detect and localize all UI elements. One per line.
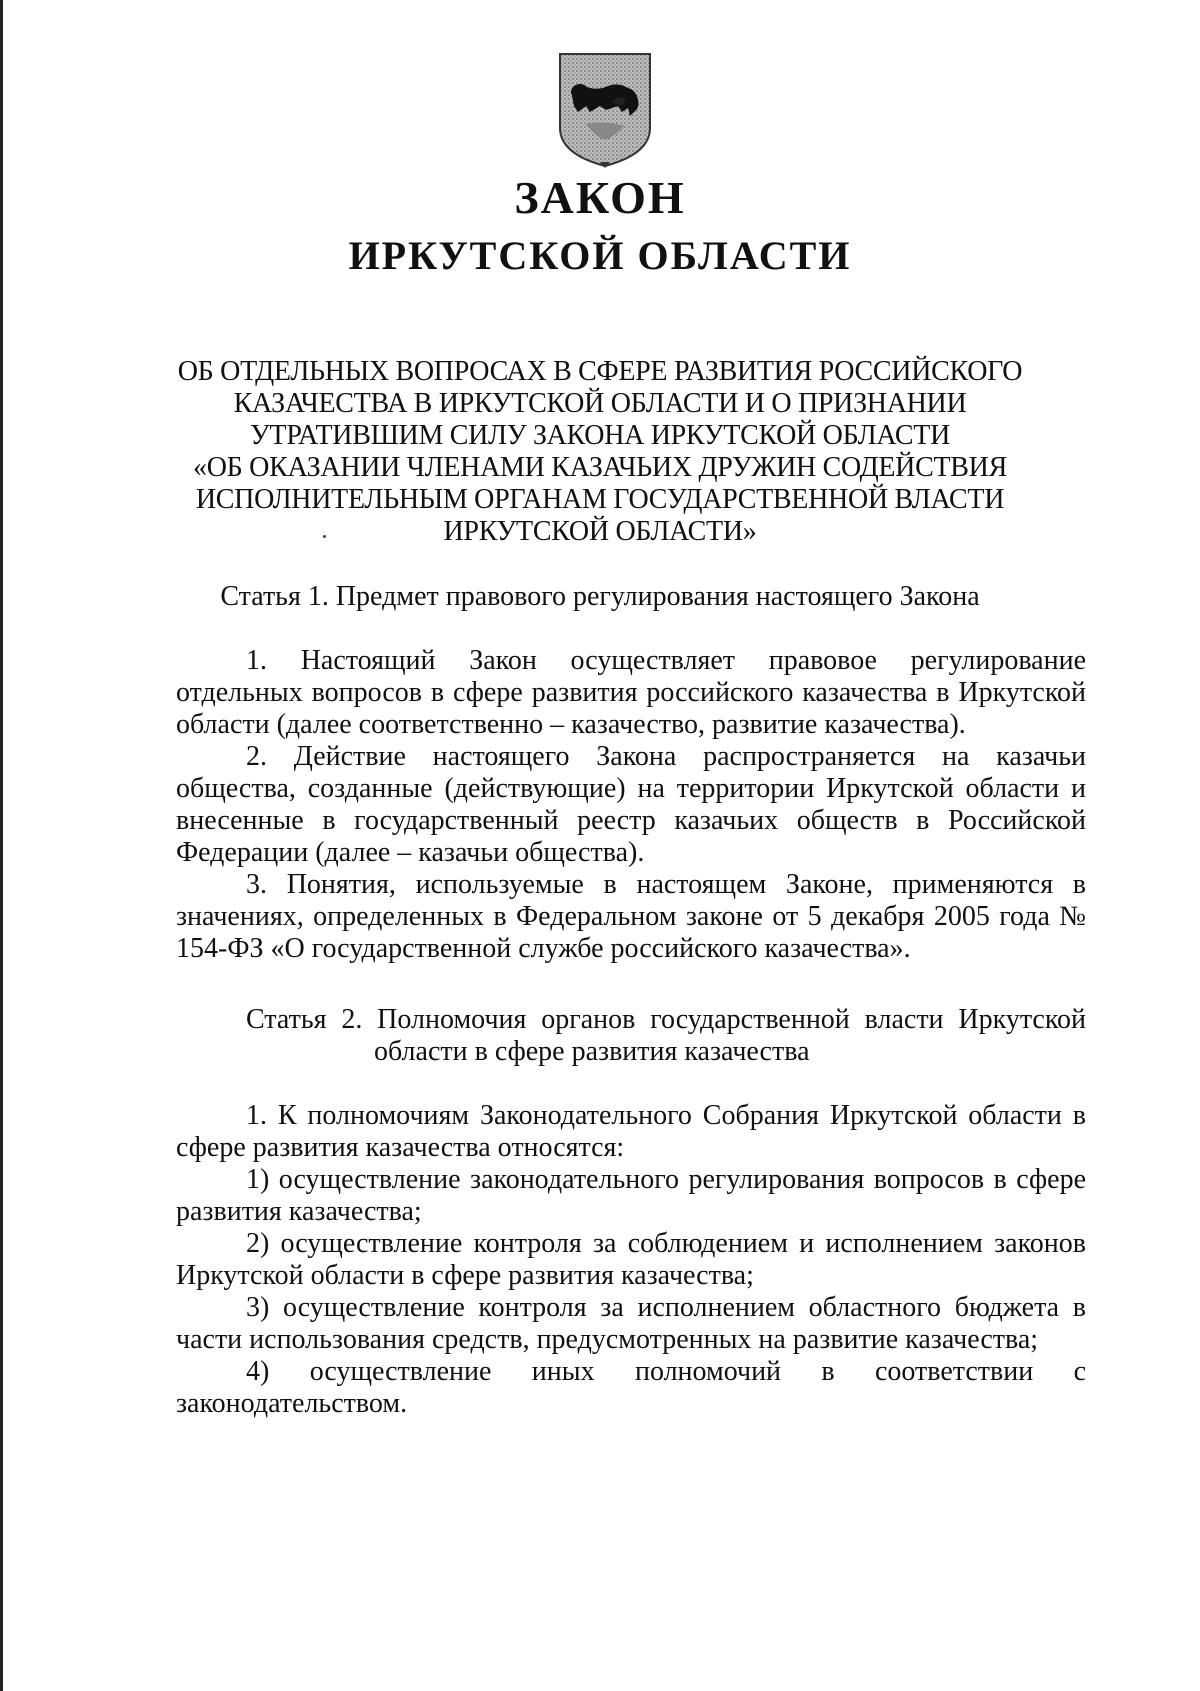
document-title: ЗАКОН xyxy=(514,172,686,223)
article-2-paragraph: 4) осуществление иных полномочий в соответствии с законодательством. xyxy=(176,1356,1086,1419)
law-name-line: ОБ ОТДЕЛЬНЫХ ВОПРОСАХ В СФЕРЕ РАЗВИТИЯ РОССИЙСКОГО xyxy=(177,356,1023,387)
article-2-heading-line: Статья 2. Полномочия органов государственной власти Иркутской xyxy=(246,1004,1086,1035)
article-1-body xyxy=(176,645,1086,965)
article-2-paragraph: 3) осуществление контроля за исполнением областного бюджета в части использования средств, предусмотренных на развитие казачества; xyxy=(176,1292,1086,1355)
article-2-paragraph: 1. К полномочиям Законодательного Собрания Иркутской области в сфере развития казачества относятся: xyxy=(176,1100,1086,1163)
article-2-paragraph: 1) осуществление законодательного регулирования вопросов в сфере развития казачества; xyxy=(176,1164,1086,1227)
law-name-line: КАЗАЧЕСТВА В ИРКУТСКОЙ ОБЛАСТИ И О ПРИЗНАНИИ xyxy=(233,388,967,419)
law-name-line: ИСПОЛНИТЕЛЬНЫМ ОРГАНАМ ГОСУДАРСТВЕННОЙ ВЛАСТИ xyxy=(195,484,1005,515)
irkutsk-coat-of-arms-icon xyxy=(556,50,654,168)
document-region: ИРКУТСКОЙ ОБЛАСТИ xyxy=(348,233,852,278)
article-1-paragraph: 1. Настоящий Закон осуществляет правовое регулирование отдельных вопросов в сфере развития российского казачества в Иркутской области (далее соответственно – казачество, развитие казачества). xyxy=(176,645,1086,740)
article-2-paragraph: 2) осуществление контроля за соблюдением и исполнением законов Иркутской области в сфере развития казачества; xyxy=(176,1228,1086,1291)
article-1-paragraph: 2. Действие настоящего Закона распространяется на казачьи общества, созданные (действующие) на территории Иркутской области и внесенные в государственный реестр казачьих обществ в Российской Федерации (далее – казачьи общества). xyxy=(176,741,1086,868)
article-2-body xyxy=(176,1100,1086,1420)
article-1-paragraph: 3. Понятия, используемые в настоящем Законе, применяются в значениях, определенных в Федеральном законе от 5 декабря 2005 года № 154-ФЗ «О государственной службе российского казачества». xyxy=(176,869,1086,964)
article-2-heading xyxy=(246,1004,1086,1068)
law-name-line: УТРАТИВШИМ СИЛУ ЗАКОНА ИРКУТСКОЙ ОБЛАСТИ xyxy=(250,420,950,451)
article-1-heading: Статья 1. Предмет правового регулирования настоящего Закона xyxy=(220,581,980,612)
scan-speck xyxy=(323,535,326,538)
law-name xyxy=(150,356,1050,548)
law-name-line: ИРКУТСКОЙ ОБЛАСТИ» xyxy=(443,516,757,547)
law-name-line: «ОБ ОКАЗАНИИ ЧЛЕНАМИ КАЗАЧЬИХ ДРУЖИН СОДЕЙСТВИЯ xyxy=(193,452,1007,483)
article-2-heading-line: области в сфере развития казачества xyxy=(374,1036,810,1067)
